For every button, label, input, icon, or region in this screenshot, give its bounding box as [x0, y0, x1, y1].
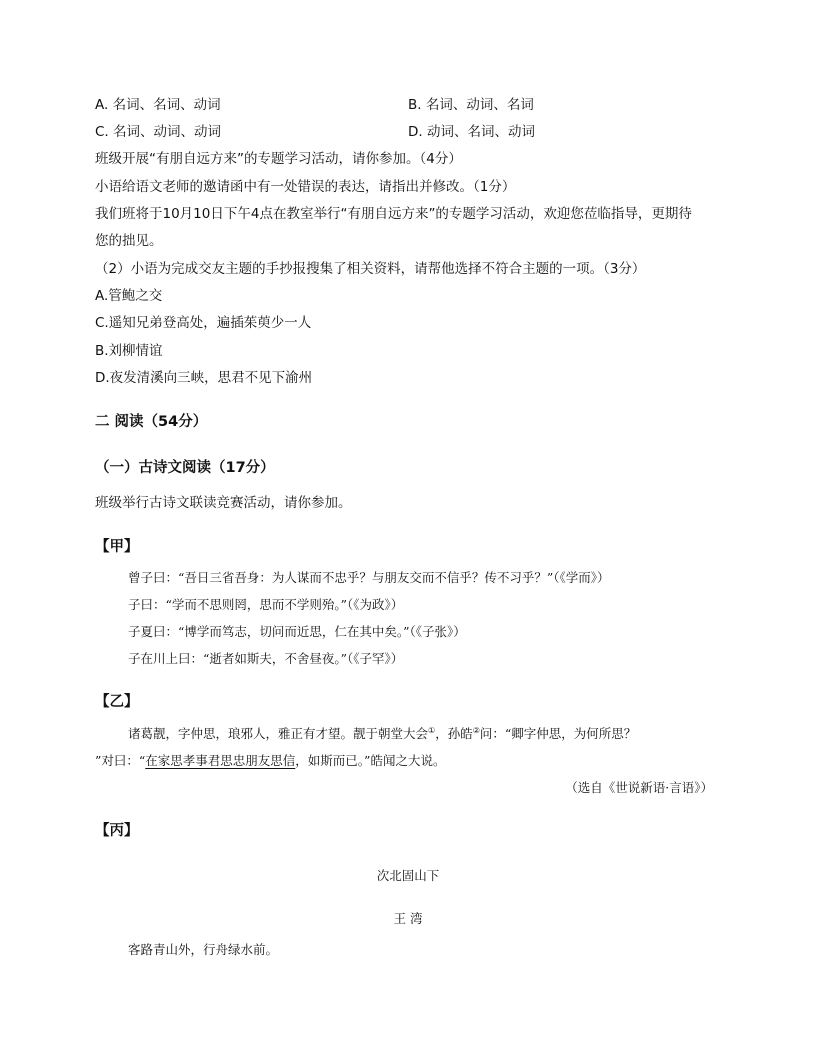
- yi-text-d: ”对曰：“: [95, 753, 146, 768]
- yi-line-2: [95, 751, 445, 771]
- label-bing: 【丙】: [95, 823, 139, 839]
- jia-line-2: 子曰：“学而不思则罔，思而不学则殆。”（《为政》）: [128, 597, 404, 612]
- poem-line-1: 客路青山外，行舟绿水前。: [128, 942, 279, 957]
- intro-text: 班级举行古诗文联读竞赛活动，请你参加。: [95, 495, 352, 511]
- jia-line-4: 子在川上曰：“逝者如斯夫，不舍昼夜。”（《子罕》）: [128, 651, 404, 666]
- poem-title: 次北固山下: [376, 868, 440, 883]
- yi-text-c: 问：“卿字仲思，为何所思？: [479, 726, 637, 741]
- footnote-marker-1: ①: [428, 725, 436, 735]
- yi-text-a: 诸葛靓，字仲思，琅邪人，雅正有才望。靓于朝堂大会: [128, 726, 429, 741]
- section-heading-reading: 二 阅读（54分）: [95, 414, 208, 430]
- letter-line-1: 我们班将于10月10日下午4点在教室举行“有朋自远方来”的专题学习活动，欢迎您莅临指导，更期待: [95, 206, 692, 222]
- underlined-sentence: 在家思孝事君思忠朋友思信: [145, 753, 296, 768]
- yi-line-1: [128, 724, 636, 744]
- choice-d: D. 动词、名词、动词: [408, 124, 535, 140]
- question-activity: 班级开展“有朋自远方来”的专题学习活动，请你参加。（4分）: [95, 151, 462, 167]
- yi-source: （选自《世说新语·言语》）: [565, 780, 713, 795]
- subsection-heading-poetry: （一）古诗文阅读（17分）: [95, 460, 275, 476]
- option-a: A.管鲍之交: [95, 288, 163, 304]
- option-b: B.刘柳情谊: [95, 343, 163, 359]
- yi-text-b: ，孙皓: [435, 726, 473, 741]
- question-1: 小语给语文老师的邀请函中有一处错误的表达，请指出并修改。（1分）: [95, 179, 516, 195]
- yi-text-e: ，如斯而已。”皓闻之大说。: [295, 753, 446, 768]
- choice-c: C. 名词、动词、动词: [95, 124, 222, 140]
- choice-b: B. 名词、动词、名词: [408, 97, 534, 113]
- question-2: （2）小语为完成交友主题的手抄报搜集了相关资料，请帮他选择不符合主题的一项。（3分）: [95, 261, 646, 277]
- jia-line-1: 曾子曰：“吾日三省吾身：为人谋而不忠乎？与朋友交而不信乎？传不习乎？”（《学而》）: [128, 570, 610, 585]
- label-yi: 【乙】: [95, 694, 139, 710]
- letter-line-2: 您的拙见。: [95, 233, 163, 249]
- footnote-marker-2: ②: [472, 725, 480, 735]
- choice-a: A. 名词、名词、动词: [95, 97, 221, 113]
- poem-author: 王 湾: [393, 911, 423, 926]
- label-jia: 【甲】: [95, 539, 139, 555]
- jia-line-3: 子夏曰：“博学而笃志，切问而近思，仁在其中矣。”（《子张》）: [128, 624, 466, 639]
- option-c: C.遥知兄弟登高处，遍插茱萸少一人: [95, 315, 312, 331]
- option-d: D.夜发清溪向三峡，思君不见下渝州: [95, 370, 313, 386]
